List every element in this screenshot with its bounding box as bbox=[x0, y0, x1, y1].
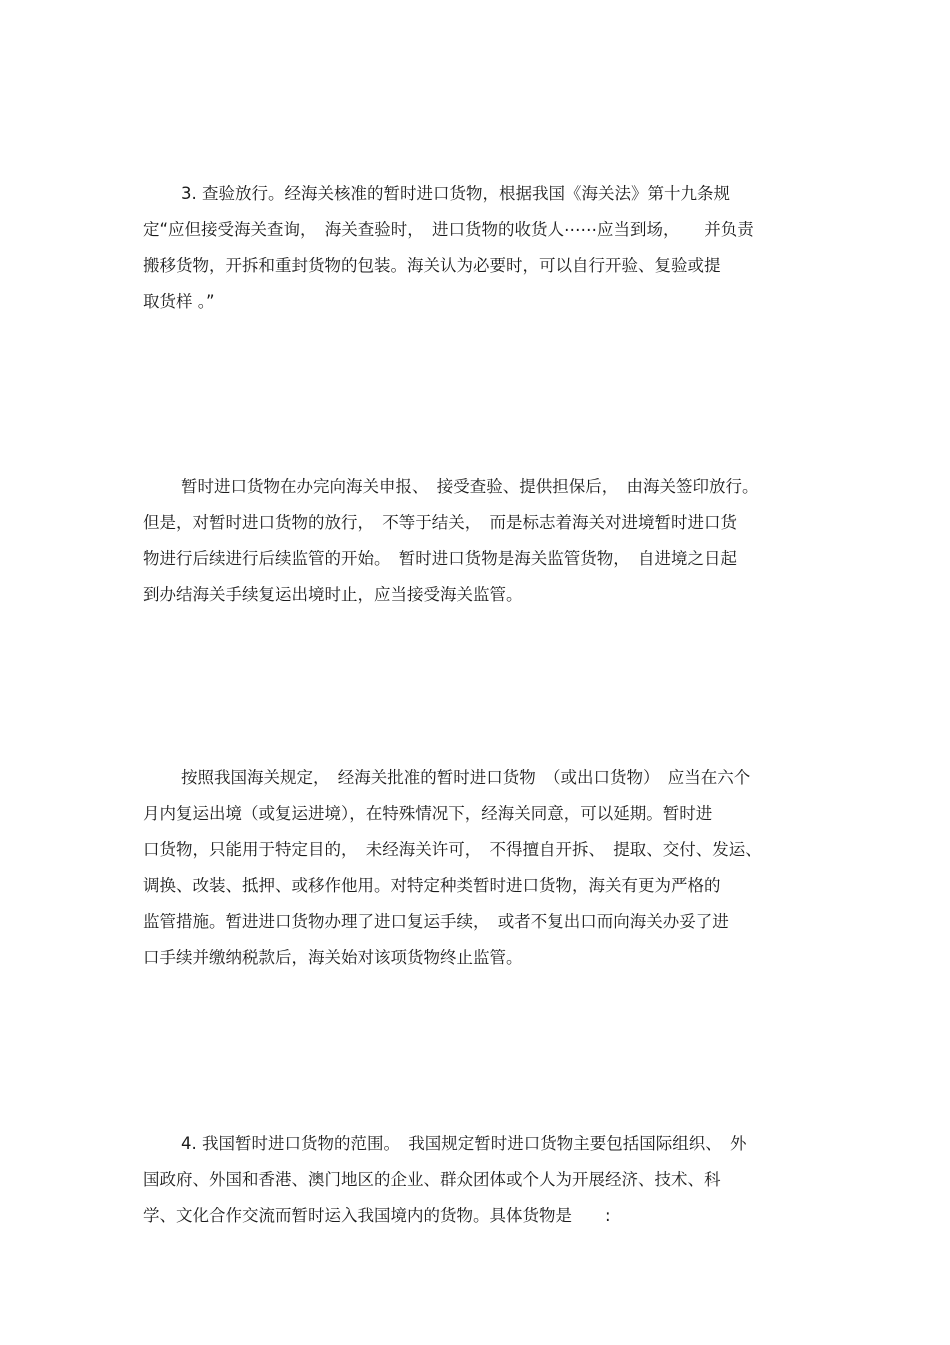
paragraph-scope bbox=[143, 1126, 808, 1234]
paragraph-line: 3. 查验放行。经海关核准的暂时进口货物，根据我国《海关法》第十九条规 bbox=[181, 184, 730, 203]
paragraph-line: 国政府、外国和香港、澳门地区的企业、群众团体或个人为开展经济、技术、科 bbox=[143, 1170, 721, 1189]
paragraph-line: 定“应但接受海关查询， 海关查验时， 进口货物的收货人⋯⋯应当到场， 并负责 bbox=[143, 220, 754, 239]
paragraph-line: 口手续并缴纳税款后，海关始对该项货物终止监管。 bbox=[143, 948, 523, 967]
paragraph-inspection-release bbox=[143, 176, 808, 320]
paragraph-line: 月内复运出境（或复运进境），在特殊情况下，经海关同意，可以延期。暂时进 bbox=[143, 804, 713, 823]
paragraph-line: 按照我国海关规定， 经海关批准的暂时进口货物 （或出口货物） 应当在六个 bbox=[181, 768, 751, 787]
paragraph-line: 暂时进口货物在办完向海关申报、 接受查验、提供担保后， 由海关签印放行。 bbox=[181, 477, 759, 496]
paragraph-line: 物进行后续进行后续监管的开始。 暂时进口货物是海关监管货物， 自进境之日起 bbox=[143, 549, 737, 568]
paragraph-line: 口货物，只能用于特定目的， 未经海关许可， 不得擅自开拆、 提取、交付、发运、 bbox=[143, 840, 762, 859]
paragraph-line: 4. 我国暂时进口货物的范围。 我国规定暂时进口货物主要包括国际组织、 外 bbox=[181, 1134, 747, 1153]
paragraph-line: 到办结海关手续复运出境时止，应当接受海关监管。 bbox=[143, 585, 523, 604]
paragraph-line: 取货样 。” bbox=[143, 292, 215, 311]
paragraph-line: 监管措施。暂进进口货物办理了进口复运手续， 或者不复出口而向海关办妥了进 bbox=[143, 912, 729, 931]
paragraph-line: 但是，对暂时进口货物的放行， 不等于结关， 而是标志着海关对进境暂时进口货 bbox=[143, 513, 737, 532]
paragraph-reexport-rules bbox=[143, 760, 808, 976]
paragraph-release-supervision bbox=[143, 469, 808, 613]
paragraph-line: 调换、改装、抵押、或移作他用。对特定种类暂时进口货物，海关有更为严格的 bbox=[143, 876, 721, 895]
paragraph-line: 搬移货物，开拆和重封货物的包装。海关认为必要时，可以自行开验、复验或提 bbox=[143, 256, 721, 275]
paragraph-line: 学、文化合作交流而暂时运入我国境内的货物。具体货物是 : bbox=[143, 1206, 611, 1225]
